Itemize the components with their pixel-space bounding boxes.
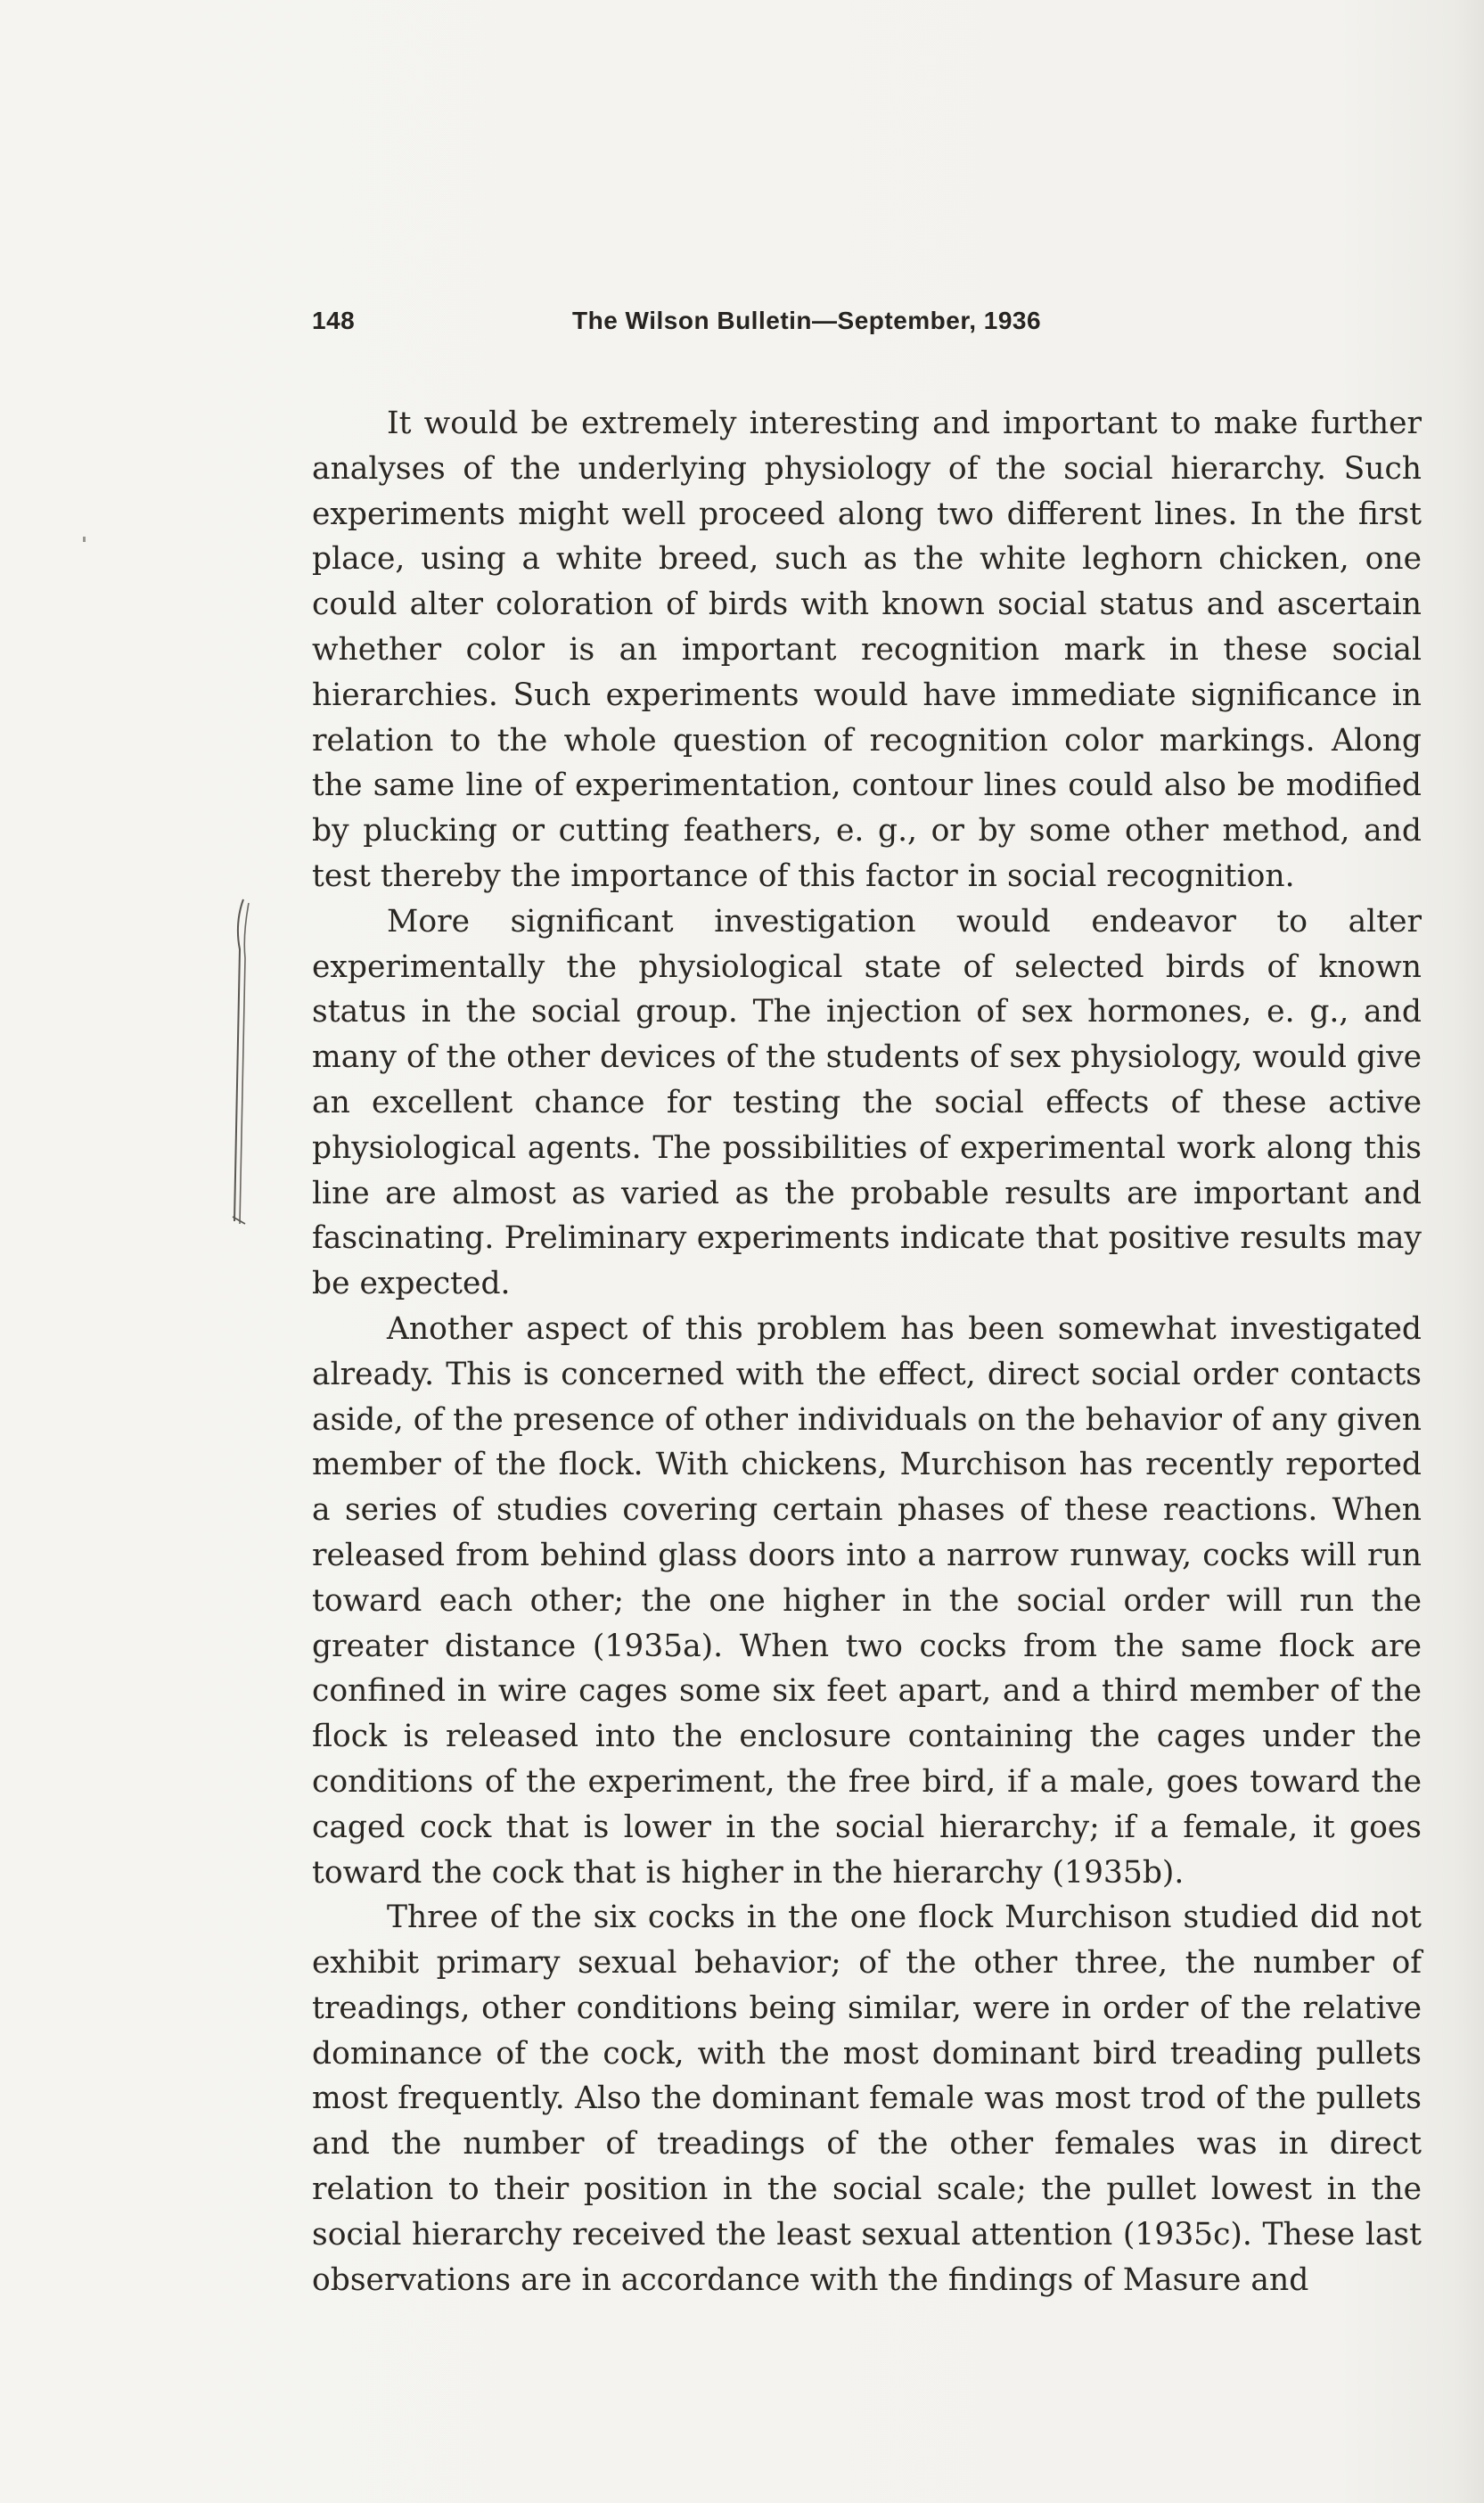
- paragraph-3: Another aspect of this problem has been somewhat investigated already. This is concerned with the effect, direct social order contacts aside, of the presence of other individuals on the behavior of any given member of the flock. With chickens, Murchison has recently reported a series of studies covering certain phases of these reactions. When released from behind glass doors into a narrow runway, cocks will run toward each other; the one higher in the social order will run the greater distance (1935a). When two cocks from the same flock are confined in wire cages some six feet apart, and a third member of the flock is released into the enclosure containing the cages under the conditions of the experiment, the free bird, if a male, goes toward the caged cock that is lower in the social hierarchy; if a female, it goes toward the cock that is higher in the hierarchy (1935b).: [312, 1310, 1422, 1891]
- paper-speck: [83, 537, 86, 542]
- paragraph-2: More significant investigation would endeavor to alter experimentally the physiological state of selected birds of known status in the social group. The injection of sex hormones, e. g., and many of the other devices of the students of sex physiology, would give an excellent chance for testing the social effects of these active physiological agents. The possibilities of experimental work along this line are almost as varied as the probable results are important and fascinating. Preliminary experiments indicate that positive results may be expected.: [312, 903, 1422, 1302]
- body-text: [312, 401, 1422, 2302]
- running-head: [312, 307, 1154, 342]
- paragraph-1: It would be extremely interesting and important to make further analyses of the underlying physiology of the social hierarchy. Such experiments might well proceed along two different lines. In the first place, using a white breed, such as the white leghorn chicken, one could alter coloration of birds with known social status and ascertain whether color is an important recognition mark in these social hierarchies. Such experiments would have immediate significance in relation to the whole question of recognition color markings. Along the same line of experimentation, contour lines could also be modified by plucking or cutting feathers, e. g., or by some other method, and test thereby the importance of this factor in social recognition.: [312, 406, 1422, 894]
- journal-title: The Wilson Bulletin—September, 1936: [572, 307, 1042, 334]
- margin-pencil-bracket: [227, 896, 263, 1226]
- page-number: 148: [312, 307, 356, 334]
- paragraph-4: Three of the six cocks in the one flock Murchison studied did not exhibit primary sexual behavior; of the other three, the number of treadings, other conditions being similar, were in order of the relative dominance of the cock, with the most dominant bird treading pullets most frequently. Also the dominant female was most trod of the pullets and the number of treadings of the other females was in direct relation to their position in the social scale; the pullet lowest in the social hierarchy received the least sexual attention (1935c). These last observations are in accordance with the findings of Masure and: [312, 1900, 1422, 2298]
